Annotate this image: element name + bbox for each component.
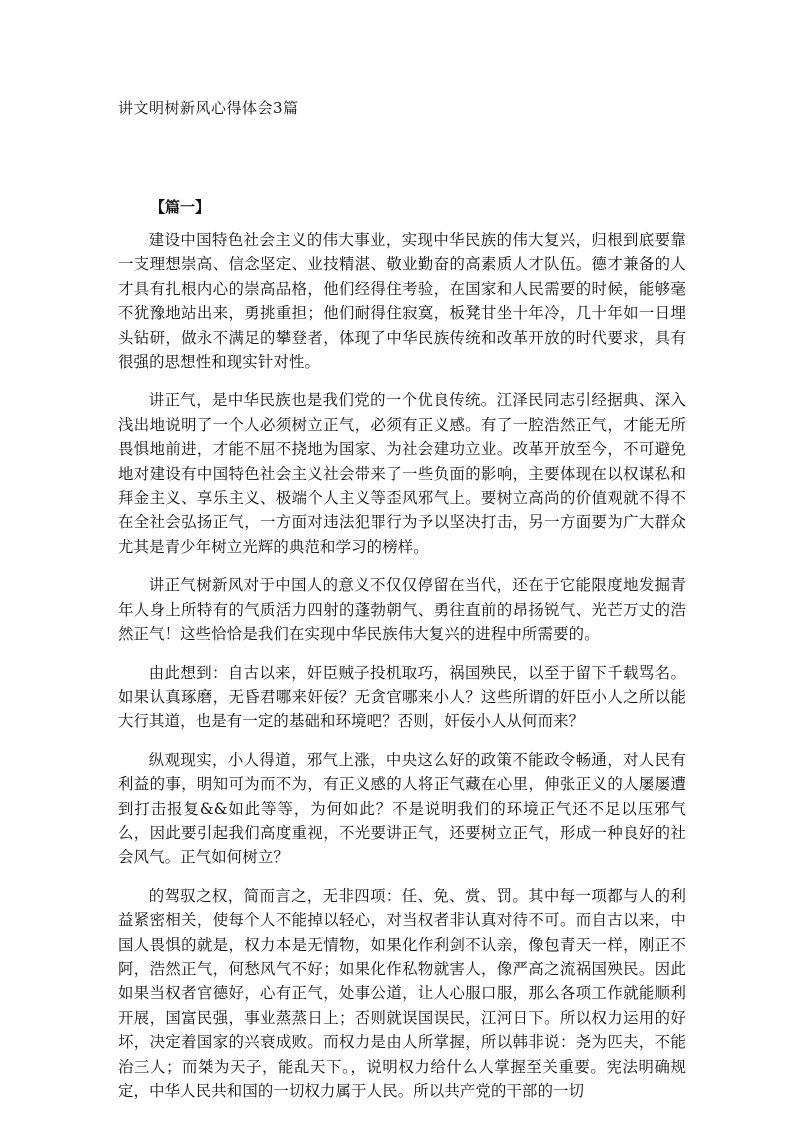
- section-heading: 【篇一】: [150, 198, 211, 216]
- document-body: [118, 228, 686, 1117]
- paragraph: 纵观现实，小人得道，邪气上涨，中央这么好的政策不能政令畅通，对人民有利益的事，明知可为而不为，有正义感的人将正气藏在心里，伸张正义的人屡屡遭到打击报复&&如此等等，为何如此？不是说明我们的环境正气还不足以压邪气么，因此要引起我们高度重视，不光要讲正气，还要树立正气，形成一种良好的社会风气。正气如何树立？: [118, 750, 686, 867]
- paragraph: 由此想到：自古以来，奸臣贼子投机取巧，祸国殃民，以至于留下千载骂名。如果认真琢磨，无昏君哪来奸佞？无贪官哪来小人？这些所谓的奸臣小人之所以能大行其道，也是有一定的基础和环境吧？否则，奸佞小人从何而来？: [118, 663, 686, 731]
- paragraph: 讲正气树新风对于中国人的意义不仅仅停留在当代，还在于它能限度地发掘青年人身上所特有的气质活力四射的蓬勃朝气、勇往直前的昂扬锐气、光芒万丈的浩然正气！这些恰恰是我们在实现中华民族伟大复兴的进程中所需要的。: [118, 576, 686, 644]
- paragraph: 建设中国特色社会主义的伟大事业，实现中华民族的伟大复兴，归根到底要靠一支理想崇高、信念坚定、业技精湛、敬业勤奋的高素质人才队伍。德才兼备的人才具有扎根内心的崇高品格，他们经得住考验，在国家和人民需要的时候，能够毫不犹豫地站出来，勇挑重担；他们耐得住寂寞，板凳甘坐十年冷，几十年如一日埋头钻研，做永不满足的攀登者，体现了中华民族传统和改革开放的时代要求，具有很强的思想性和现实针对性。: [118, 231, 686, 372]
- paragraph: 讲正气，是中华民族也是我们党的一个优良传统。江泽民同志引经据典、深入浅出地说明了一个人必须树立正气，必须有正义感。有了一腔浩然正气，才能无所畏惧地前进，才能不屈不挠地为国家、为社会建功立业。改革开放至今，不可避免地对建设有中国特色社会主义社会带来了一些负面的影响，主要体现在以权谋私和拜金主义、享乐主义、极端个人主义等歪风邪气上。要树立高尚的价值观就不得不在全社会弘扬正气，一方面对违法犯罪行为予以坚决打击，另一方面要为广大群众尤其是青少年树立光辉的典范和学习的榜样。: [118, 391, 686, 556]
- paragraph: 的驾驭之权，简而言之，无非四项：任、免、赏、罚。其中每一项都与人的利益紧密相关，使每个人不能掉以轻心，对当权者非认真对待不可。而自古以来，中国人畏惧的就是，权力本是无情物，如果化作利剑不认亲，像包青天一样，刚正不阿，浩然正气，何愁风气不好；如果化作私物就害人，像严高之流祸国殃民。因此如果当权者官德好，心有正气，处事公道，让人心服口服，那么各项工作就能顺利开展，国富民强，事业蒸蒸日上；否则就误国误民，江河日下。所以权力运用的好坏，决定着国家的兴衰成败。而权力是由人所掌握，所以韩非说：尧为匹夫，不能治三人；而桀为天子，能乱天下。，说明权力给什么人掌握至关重要。宪法明确规定，中华人民共和国的一切权力属于人民。所以共产党的干部的一切: [118, 886, 686, 1100]
- document-title: 讲文明树新风心得体会3篇: [118, 99, 299, 117]
